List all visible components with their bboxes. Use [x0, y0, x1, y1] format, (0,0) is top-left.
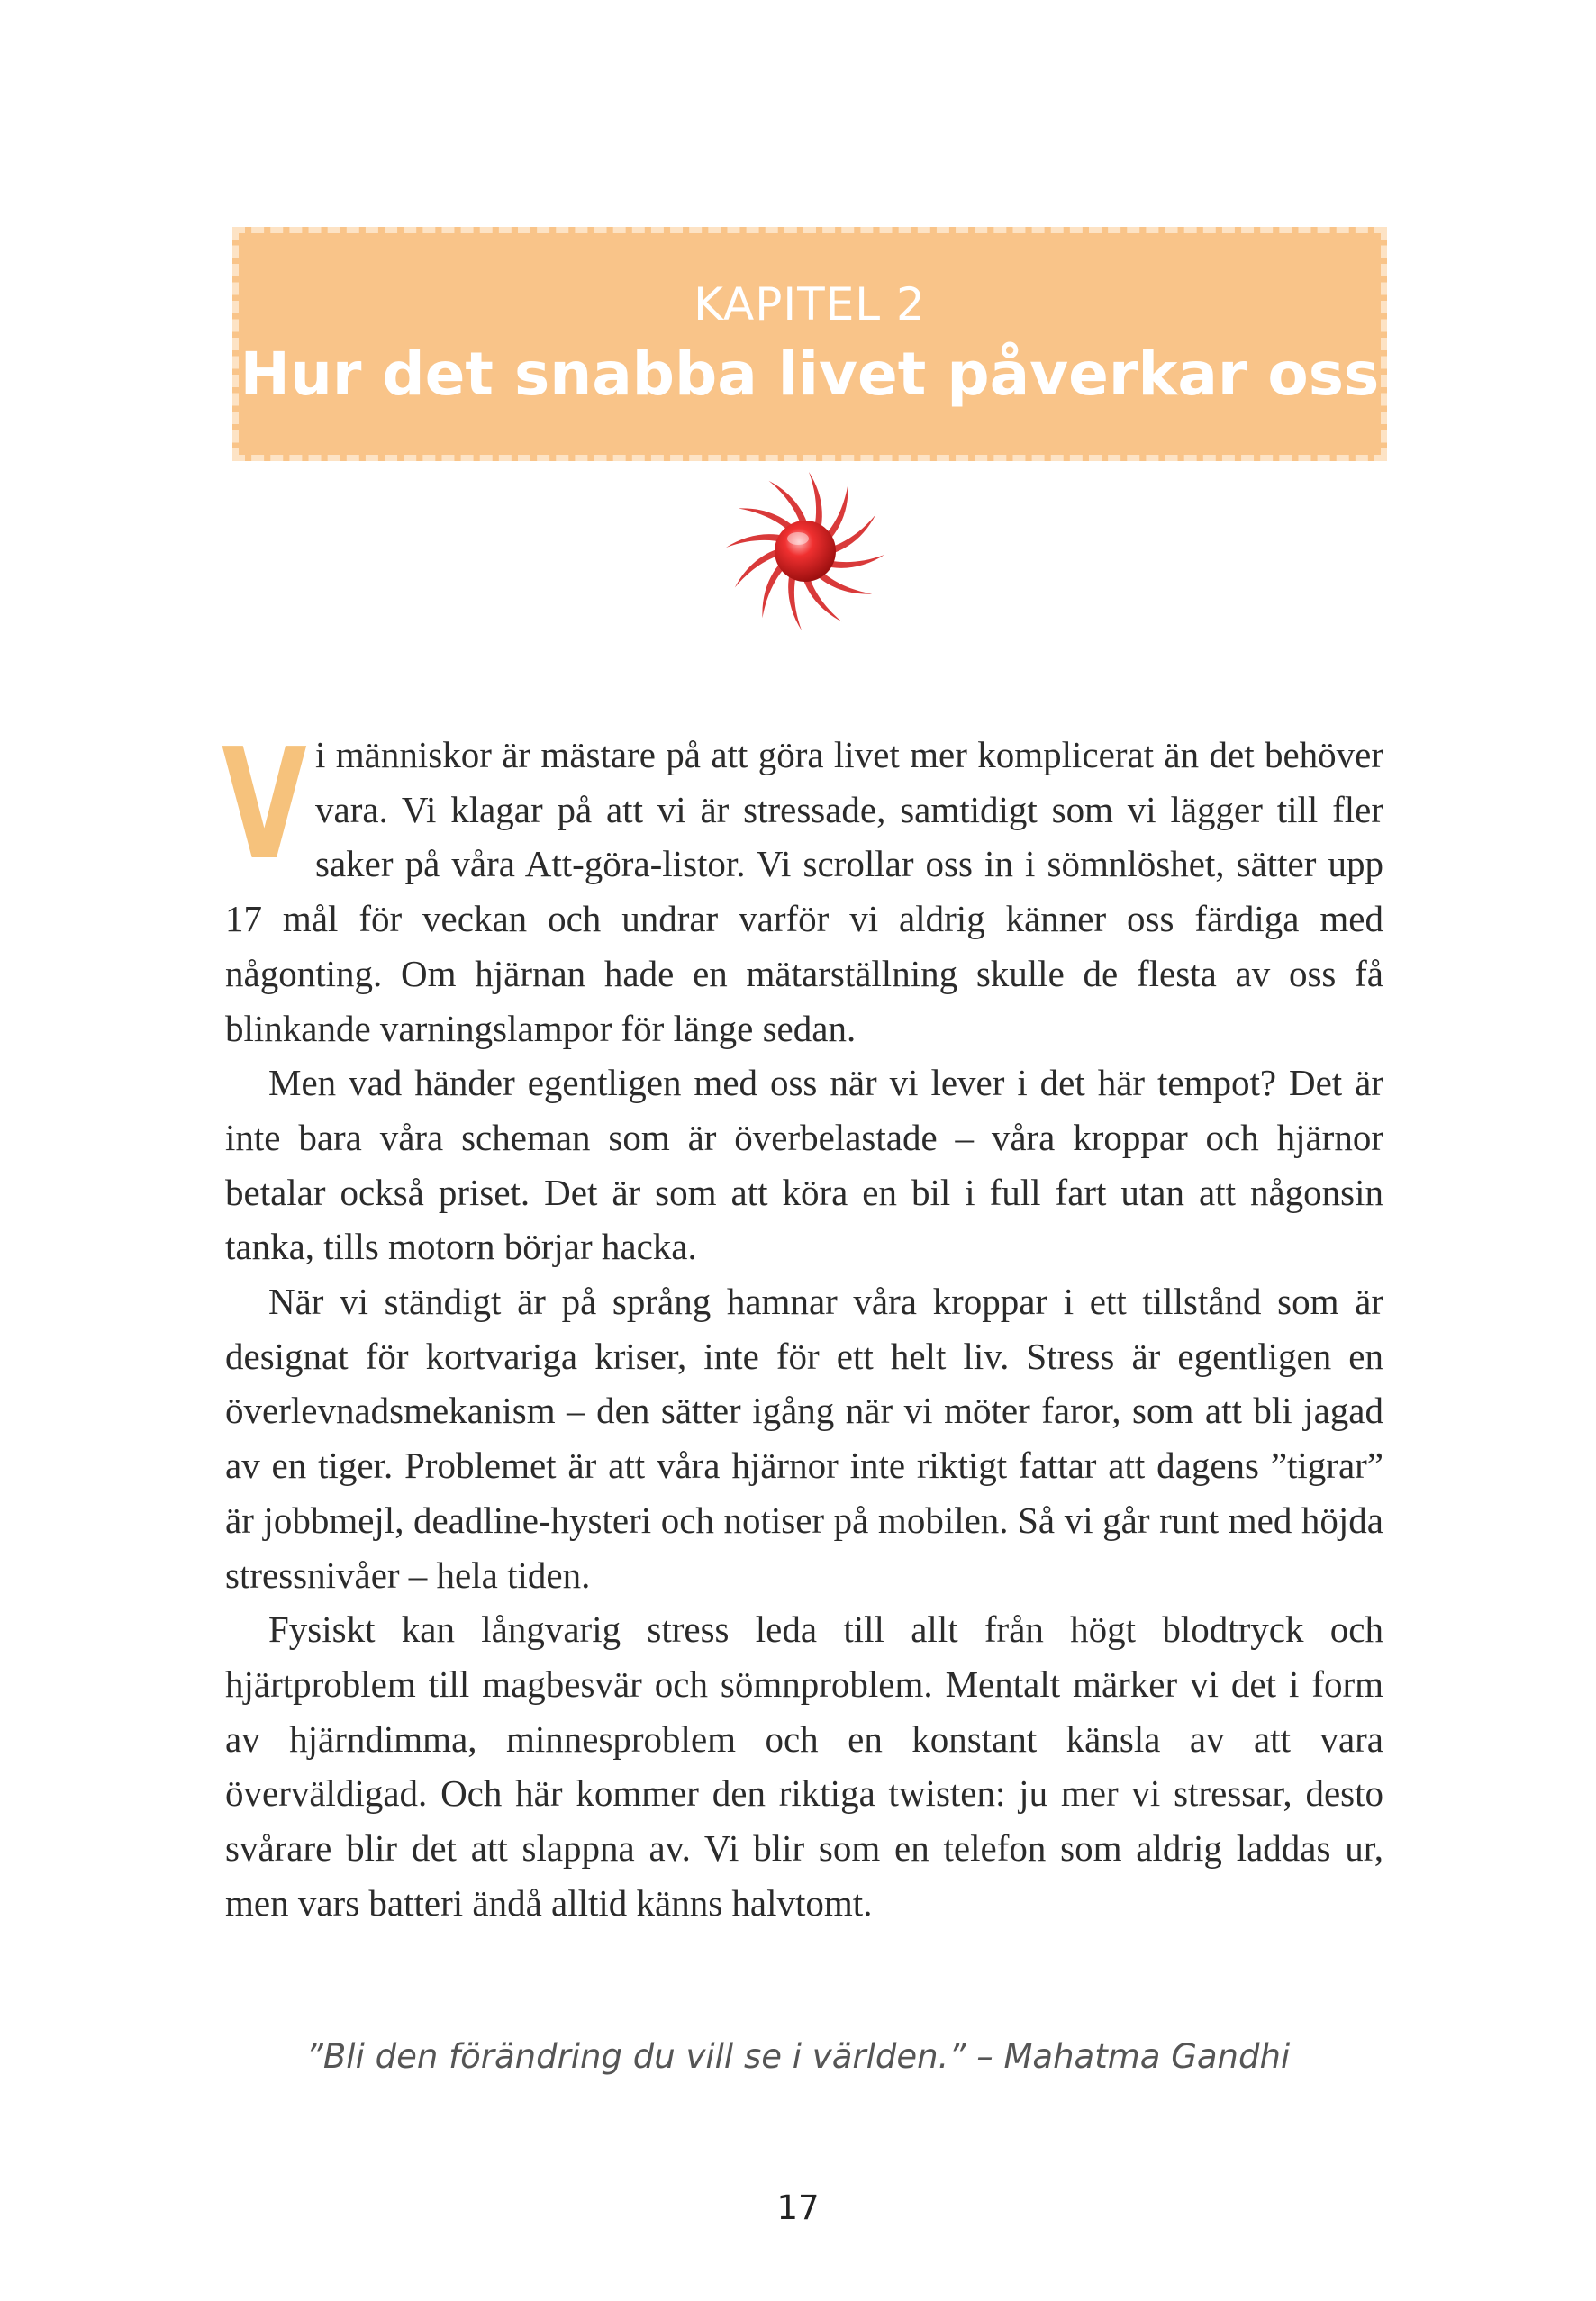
paragraph: När vi ständigt är på språng hamnar våra kroppar i ett tillstånd som är designat för kortvariga kriser, inte för ett helt liv. Stress är egentligen en överlevnadsmekanism – den sätter igång när vi möter faror, som att bli jagad av en tiger. Problemet är att våra hjärnor inte riktigt fattar att dagens ”tigrar” är jobbmejl, deadline-hysteri och notiser på mobilen. Så vi går runt med höjda stressnivåer – hela tiden. — [225, 1281, 1383, 1596]
sun-swirl-graphic — [715, 461, 895, 641]
paragraph: Men vad händer egentligen med oss när vi lever i det här tempot? Det är inte bara våra scheman som är överbelastade – våra kroppar och hjärnor betalar också priset. Det är som att köra en bil i full fart utan att någonsin tanka, tills motorn börjar hacka. — [225, 1062, 1383, 1268]
page-number: 17 — [776, 2188, 820, 2227]
red-sun-swirl-icon — [715, 461, 895, 641]
chapter-title: Hur det snabba livet påverkar oss — [240, 340, 1380, 409]
chapter-header — [232, 227, 1387, 461]
chapter-body — [222, 716, 1383, 1930]
chapter-label: KAPITEL 2 — [694, 278, 926, 331]
quote: ”Bli den förändring du vill se i världen.” – Mahatma Gandhi — [305, 2037, 1291, 2076]
drop-cap: V — [222, 716, 307, 894]
paragraph-first — [222, 716, 1383, 1055]
paragraph: Fysiskt kan långvarig stress leda till allt från högt blodtryck och hjärtproblem till magbesvär och sömnproblem. Mentalt märker vi det i form av hjärndimma, minnesproblem och en konstant känsla av att vara överväldigad. Och här kommer den riktiga twisten: ju mer vi stressar, desto svårare blir det att slappna av. Vi blir som en telefon som aldrig laddas ur, men vars batteri ändå alltid känns halvtomt. — [225, 1608, 1383, 1924]
first-paragraph-text: i människor är mästare på att göra livet mer komplicerat än det behöver vara. Vi klagar på att vi är stressade, samtidigt som vi lägger till fler saker på våra Att-göra-listor. Vi scrollar oss in i sömnlöshet, sätter upp 17 mål för veckan och undrar varför vi aldrig känner oss färdiga med någonting. Om hjärnan hade en mätarställning skulle de flesta av oss få blinkande varningslampor för länge sedan. — [225, 734, 1383, 1049]
